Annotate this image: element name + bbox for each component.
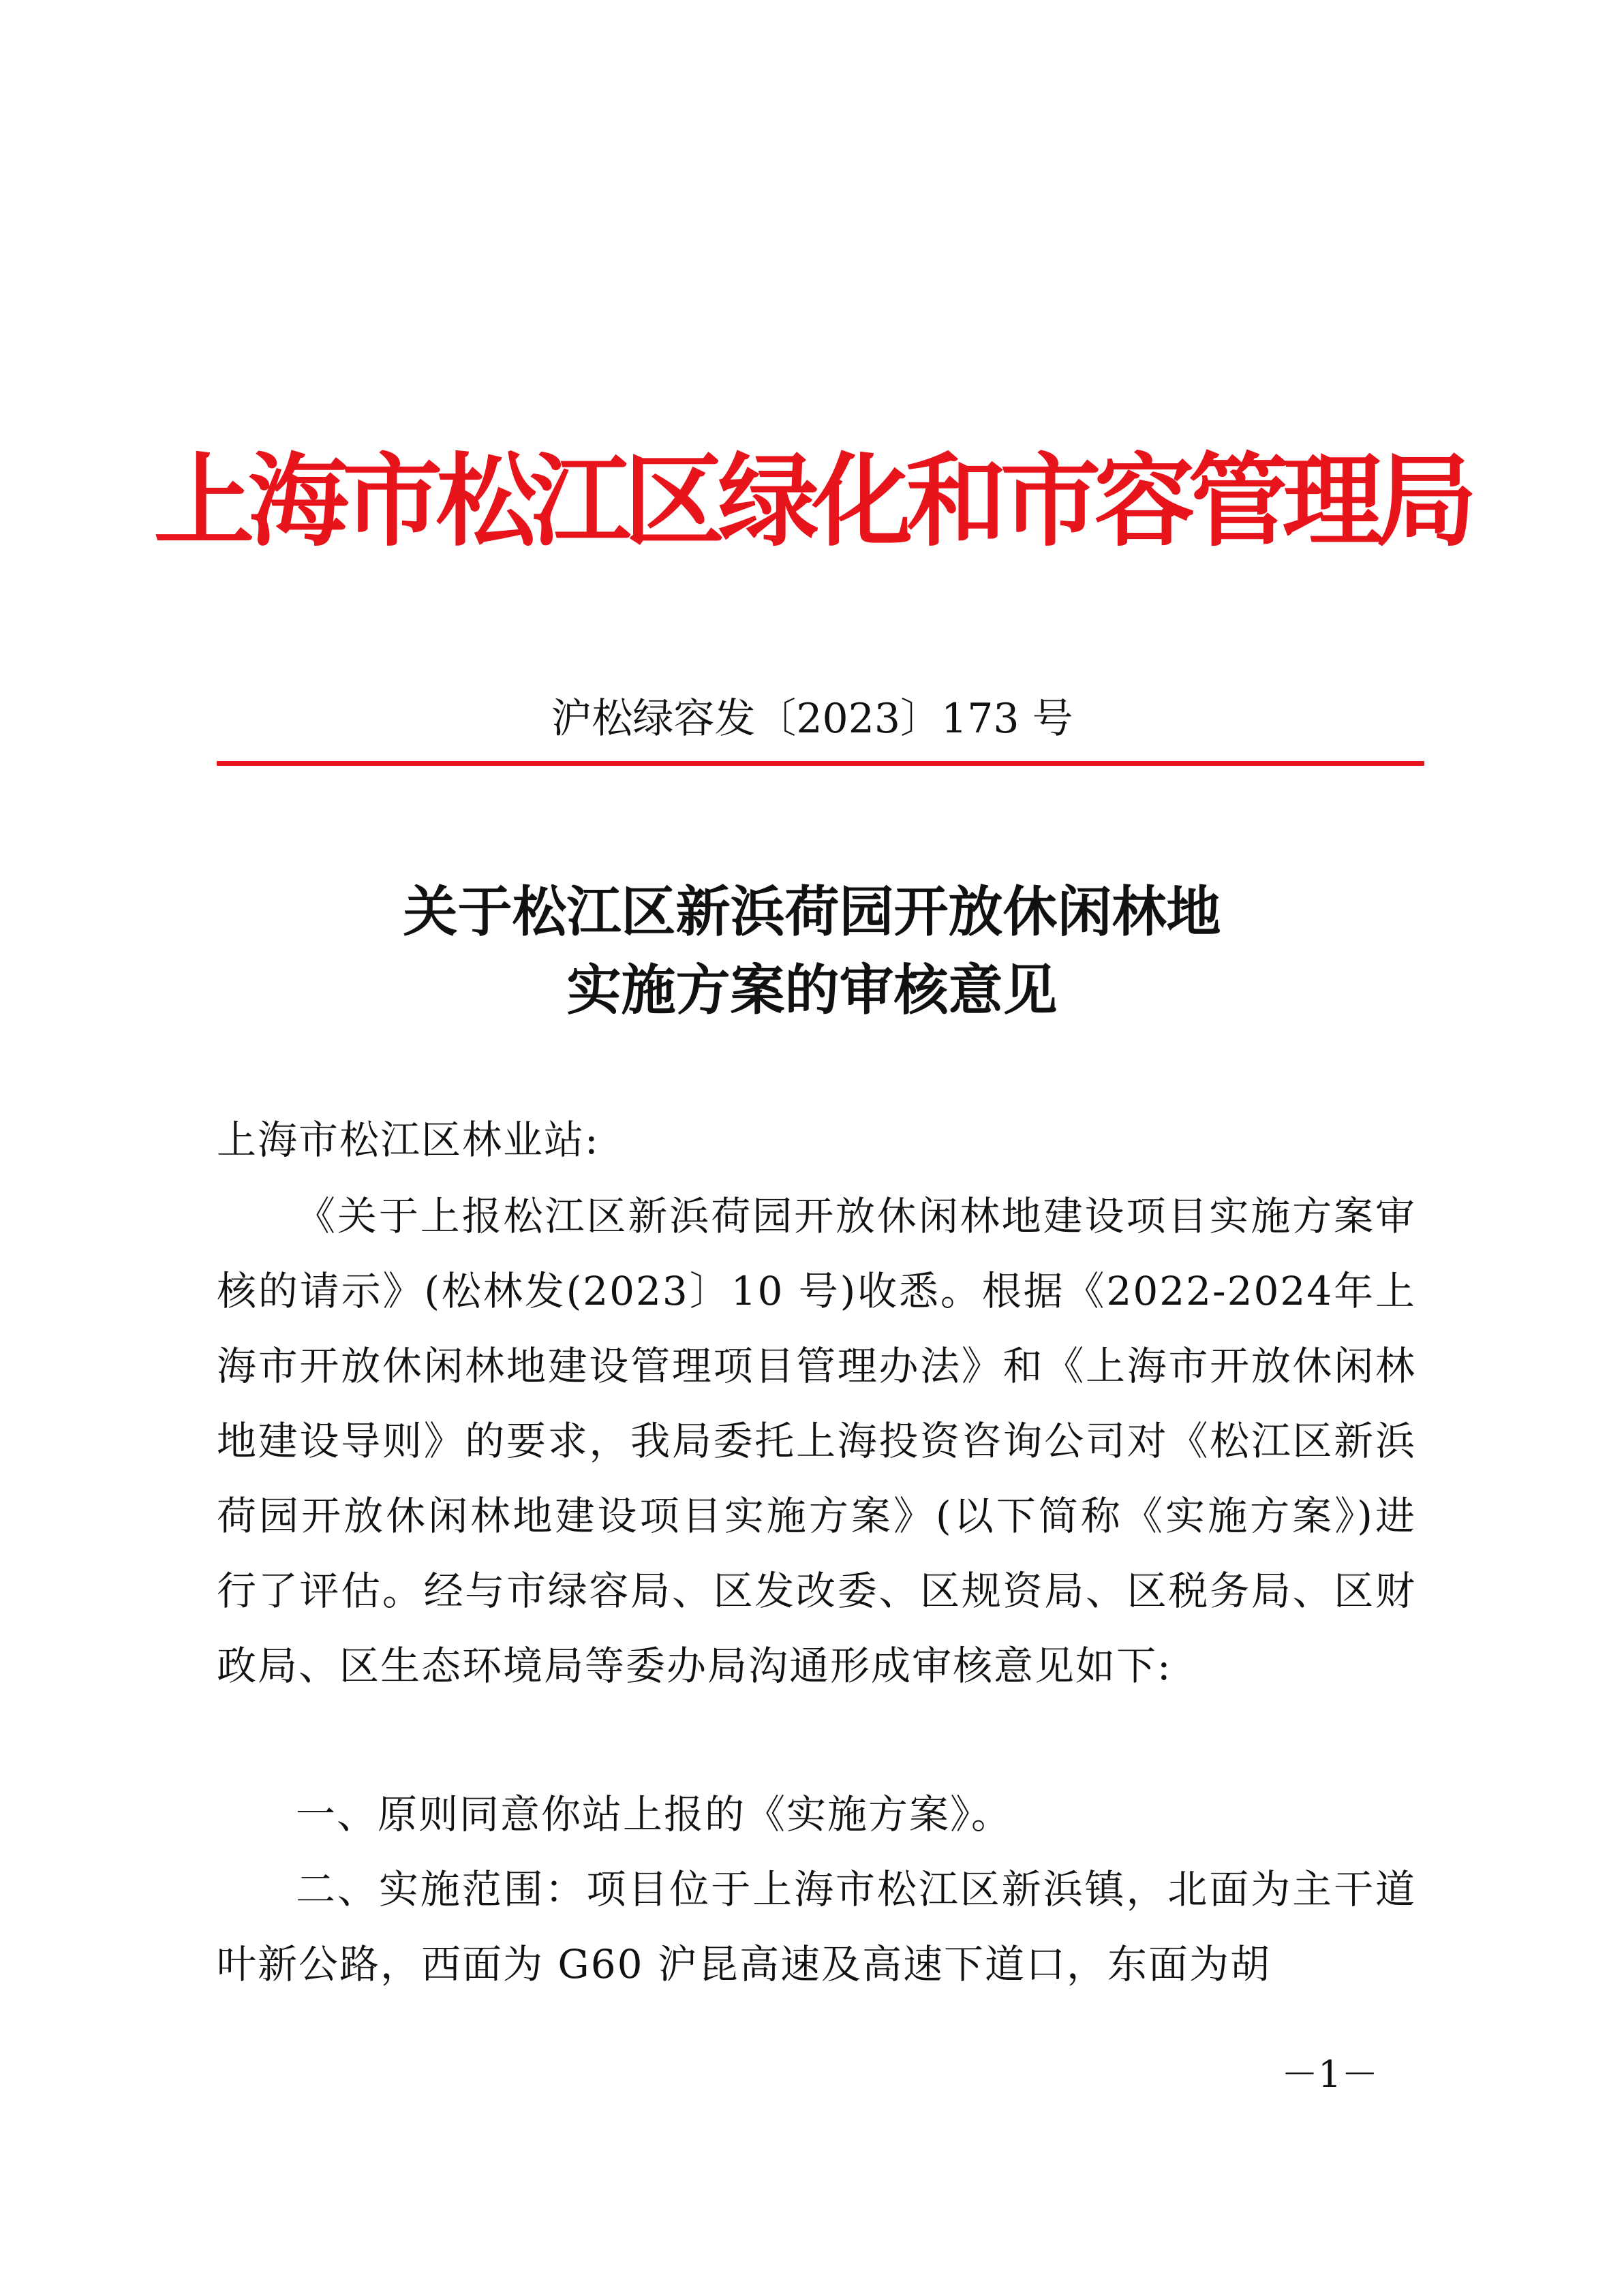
body-paragraph: 一、原则同意你站上报的《实施方案》。: [296, 1791, 1013, 1837]
document-number: 沪松绿容发〔2023〕173 号: [551, 695, 1073, 743]
document-title-line-1: 关于松江区新浜荷园开放休闲林地: [403, 880, 1221, 944]
document-title-line-2: 实施方案的审核意见: [566, 958, 1058, 1022]
salutation: 上海市松江区林业站:: [217, 1117, 600, 1163]
page-number: －1－: [1281, 2053, 1379, 2096]
body-paragraph: 二、实施范围：项目位于上海市松江区新浜镇，北面为主干道叶新公路，西面为 G60 沪昆高速及高速下道口，东面为胡: [217, 1866, 1416, 1987]
red-divider-line: [217, 761, 1424, 766]
issuer-heading: 上海市松江区绿化和市容管理局: [153, 441, 1471, 560]
body-paragraph: 《关于上报松江区新浜荷园开放休闲林地建设项目实施方案审核的请示》(松林发(2023〕10 号)收悉。根据《2022-2024年上海市开放休闲林地建设管理项目管理办法》和《上海市开放休闲林地建设导则》的要求，我局委托上海投资咨询公司对《松江区新浜荷园开放休闲林地建设项目实施方案》(以下简称《实施方案》)进行了评估。经与市绿容局、区发改委、区规资局、区税务局、区财政局、区生态环境局等委办局沟通形成审核意见如下:: [217, 1193, 1416, 1689]
